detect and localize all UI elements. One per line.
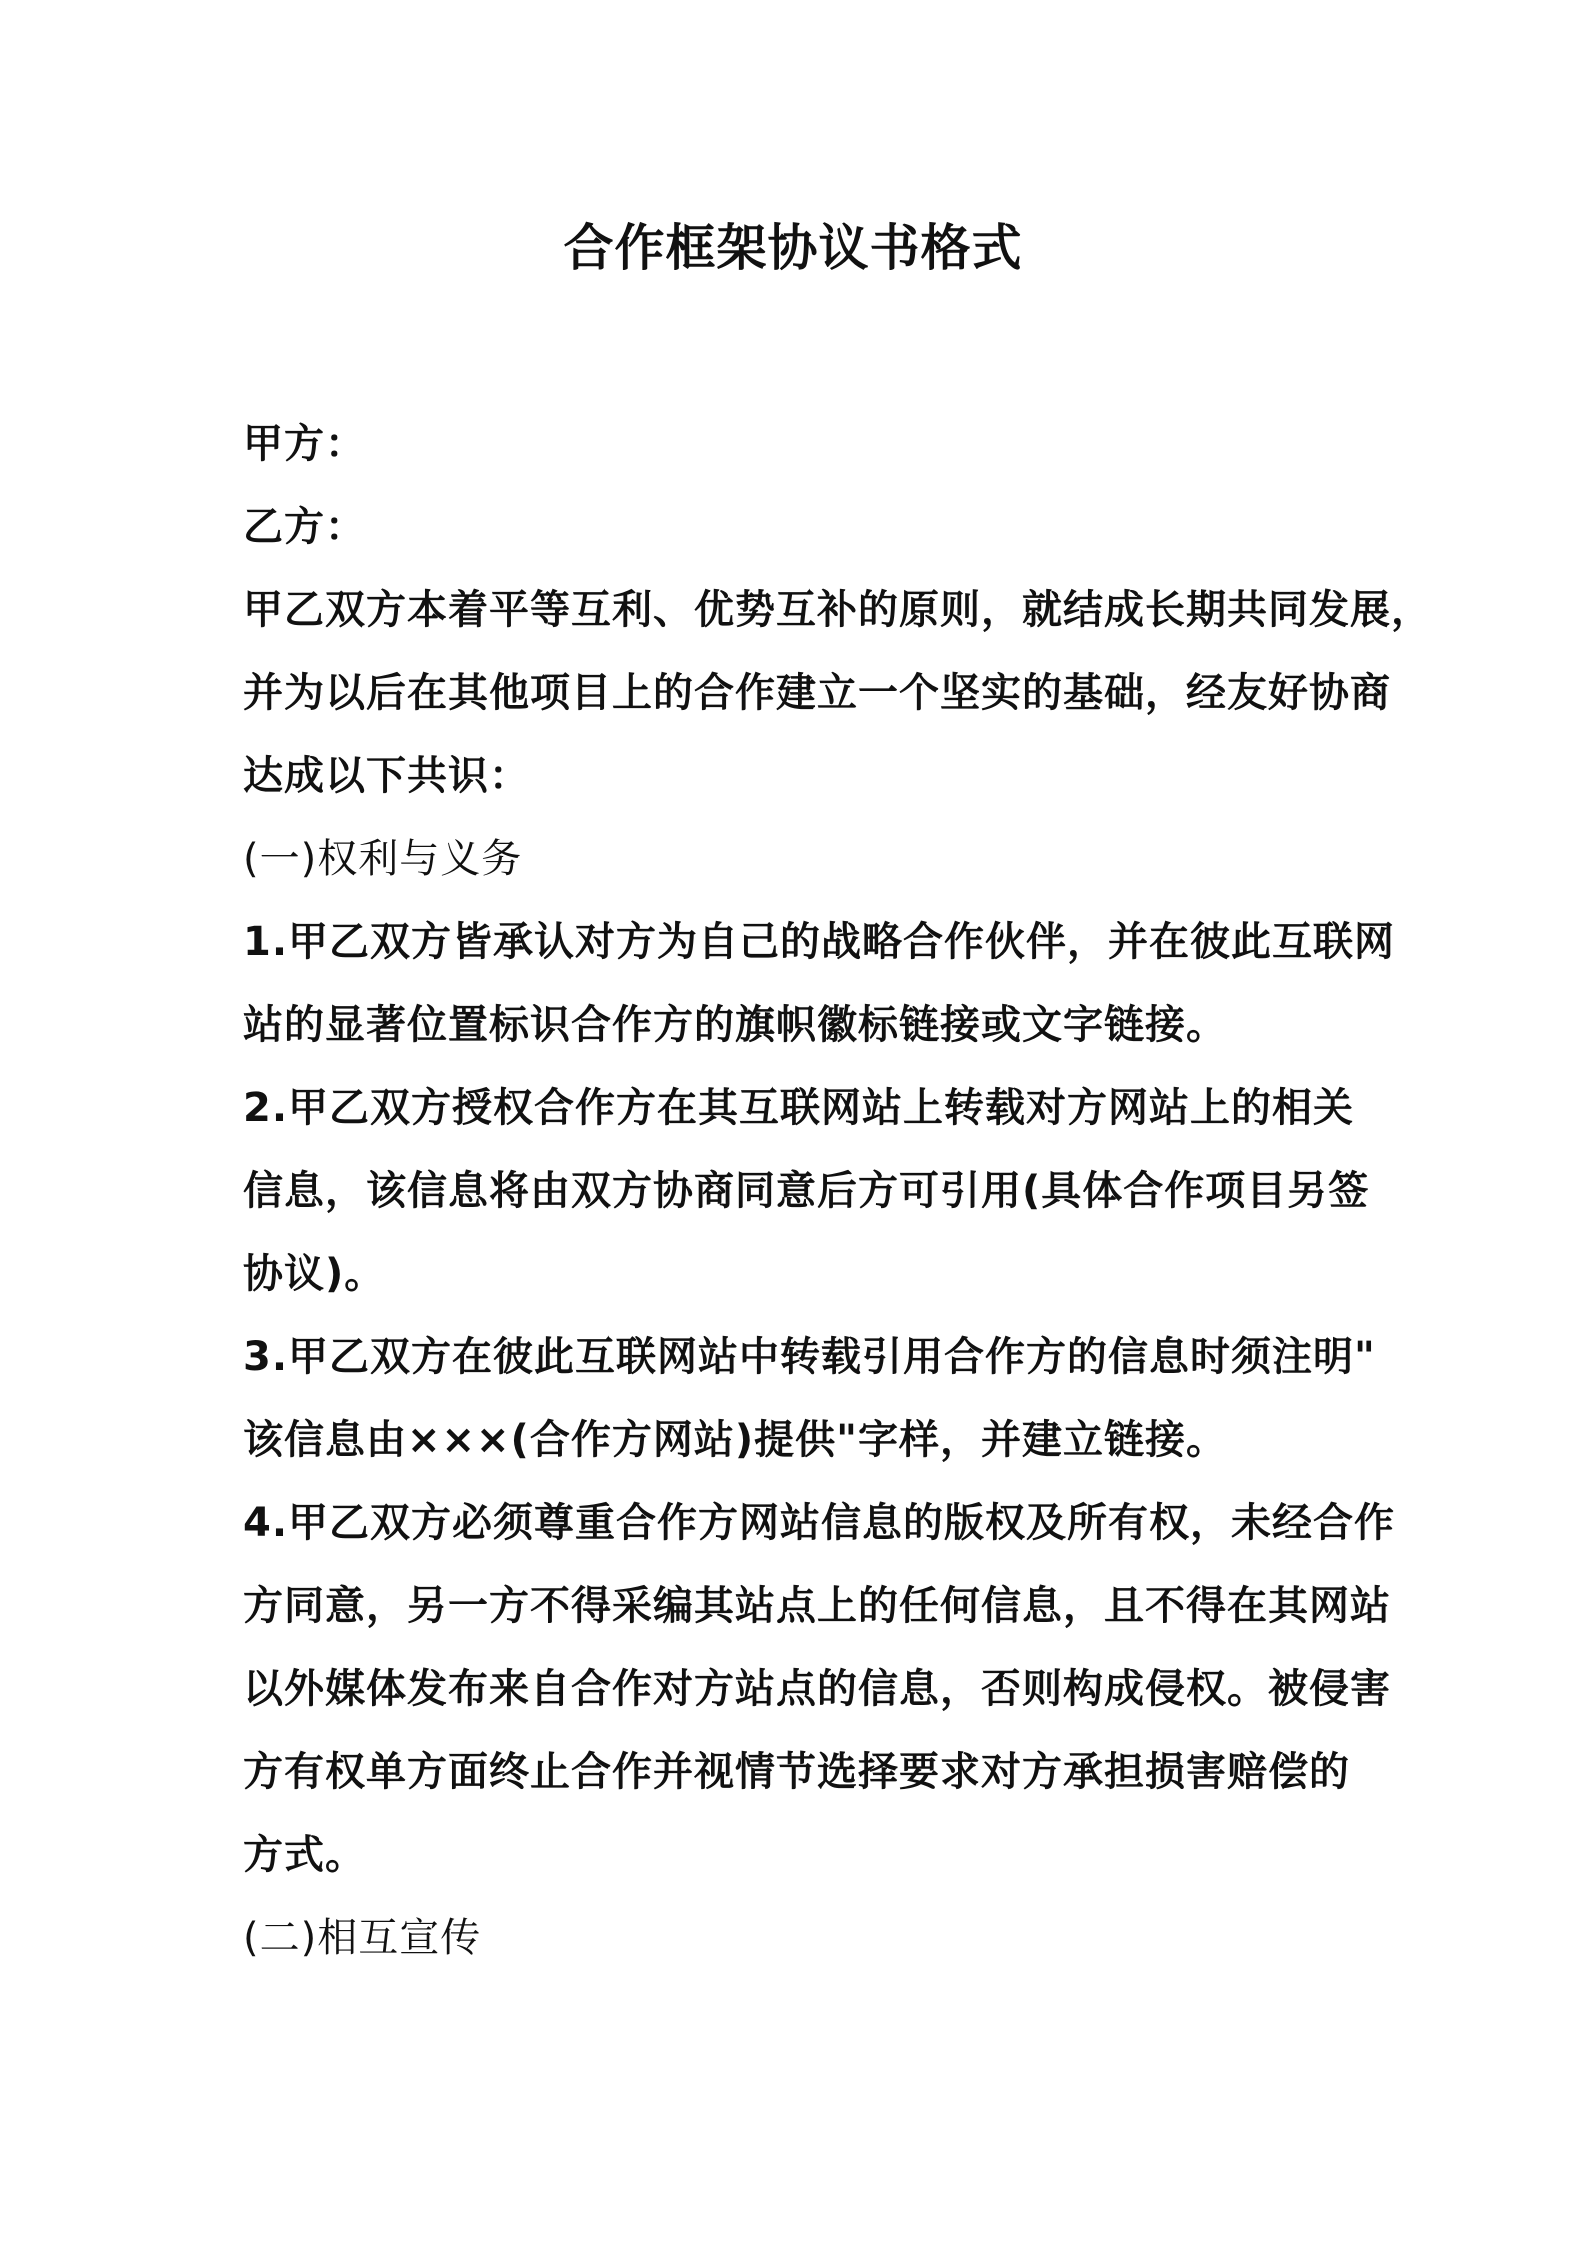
section-heading-2: (二)相互宣传 [243,1915,482,1961]
clause-4-line-5: 方式。 [243,1832,366,1878]
clause-2-line-1: 2.甲乙双方授权合作方在其互联网站上转载对方网站上的相关 [243,1085,1355,1131]
intro-line-1: 甲乙双方本着平等互利、优势互补的原则，就结成长期共同发展， [243,587,1432,633]
clause-1-line-2: 站的显著位置标识合作方的旗帜徽标链接或文字链接。 [243,1002,1227,1048]
clause-4-line-4: 方有权单方面终止合作并视情节选择要求对方承担损害赔偿的 [243,1749,1350,1795]
clause-4-line-2: 方同意，另一方不得采编其站点上的任何信息，且不得在其网站 [243,1583,1391,1629]
document-body [243,403,1432,1980]
clause-4-line-3: 以外媒体发布来自合作对方站点的信息，否则构成侵权。被侵害 [243,1666,1391,1712]
clause-3-line-1: 3.甲乙双方在彼此互联网站中转载引用合作方的信息时须注明" [243,1334,1376,1380]
intro-line-2: 并为以后在其他项目上的合作建立一个坚实的基础，经友好协商 [243,670,1391,716]
party-b-line: 乙方： [243,504,366,550]
document-title: 合作框架协议书格式 [563,219,1023,277]
party-a-line: 甲方： [243,421,366,467]
clause-1-line-1: 1.甲乙双方皆承认对方为自己的战略合作伙伴，并在彼此互联网 [243,919,1396,965]
section-heading-1: (一)权利与义务 [243,836,523,882]
intro-line-3: 达成以下共识： [243,753,530,799]
clause-4-line-1: 4.甲乙双方必须尊重合作方网站信息的版权及所有权，未经合作 [243,1500,1396,1546]
clause-3-line-2: 该信息由×××(合作方网站)提供"字样，并建立链接。 [243,1417,1227,1463]
clause-2-line-3: 协议)。 [243,1251,386,1297]
clause-2-line-2: 信息，该信息将由双方协商同意后方可引用(具体合作项目另签 [243,1168,1370,1214]
